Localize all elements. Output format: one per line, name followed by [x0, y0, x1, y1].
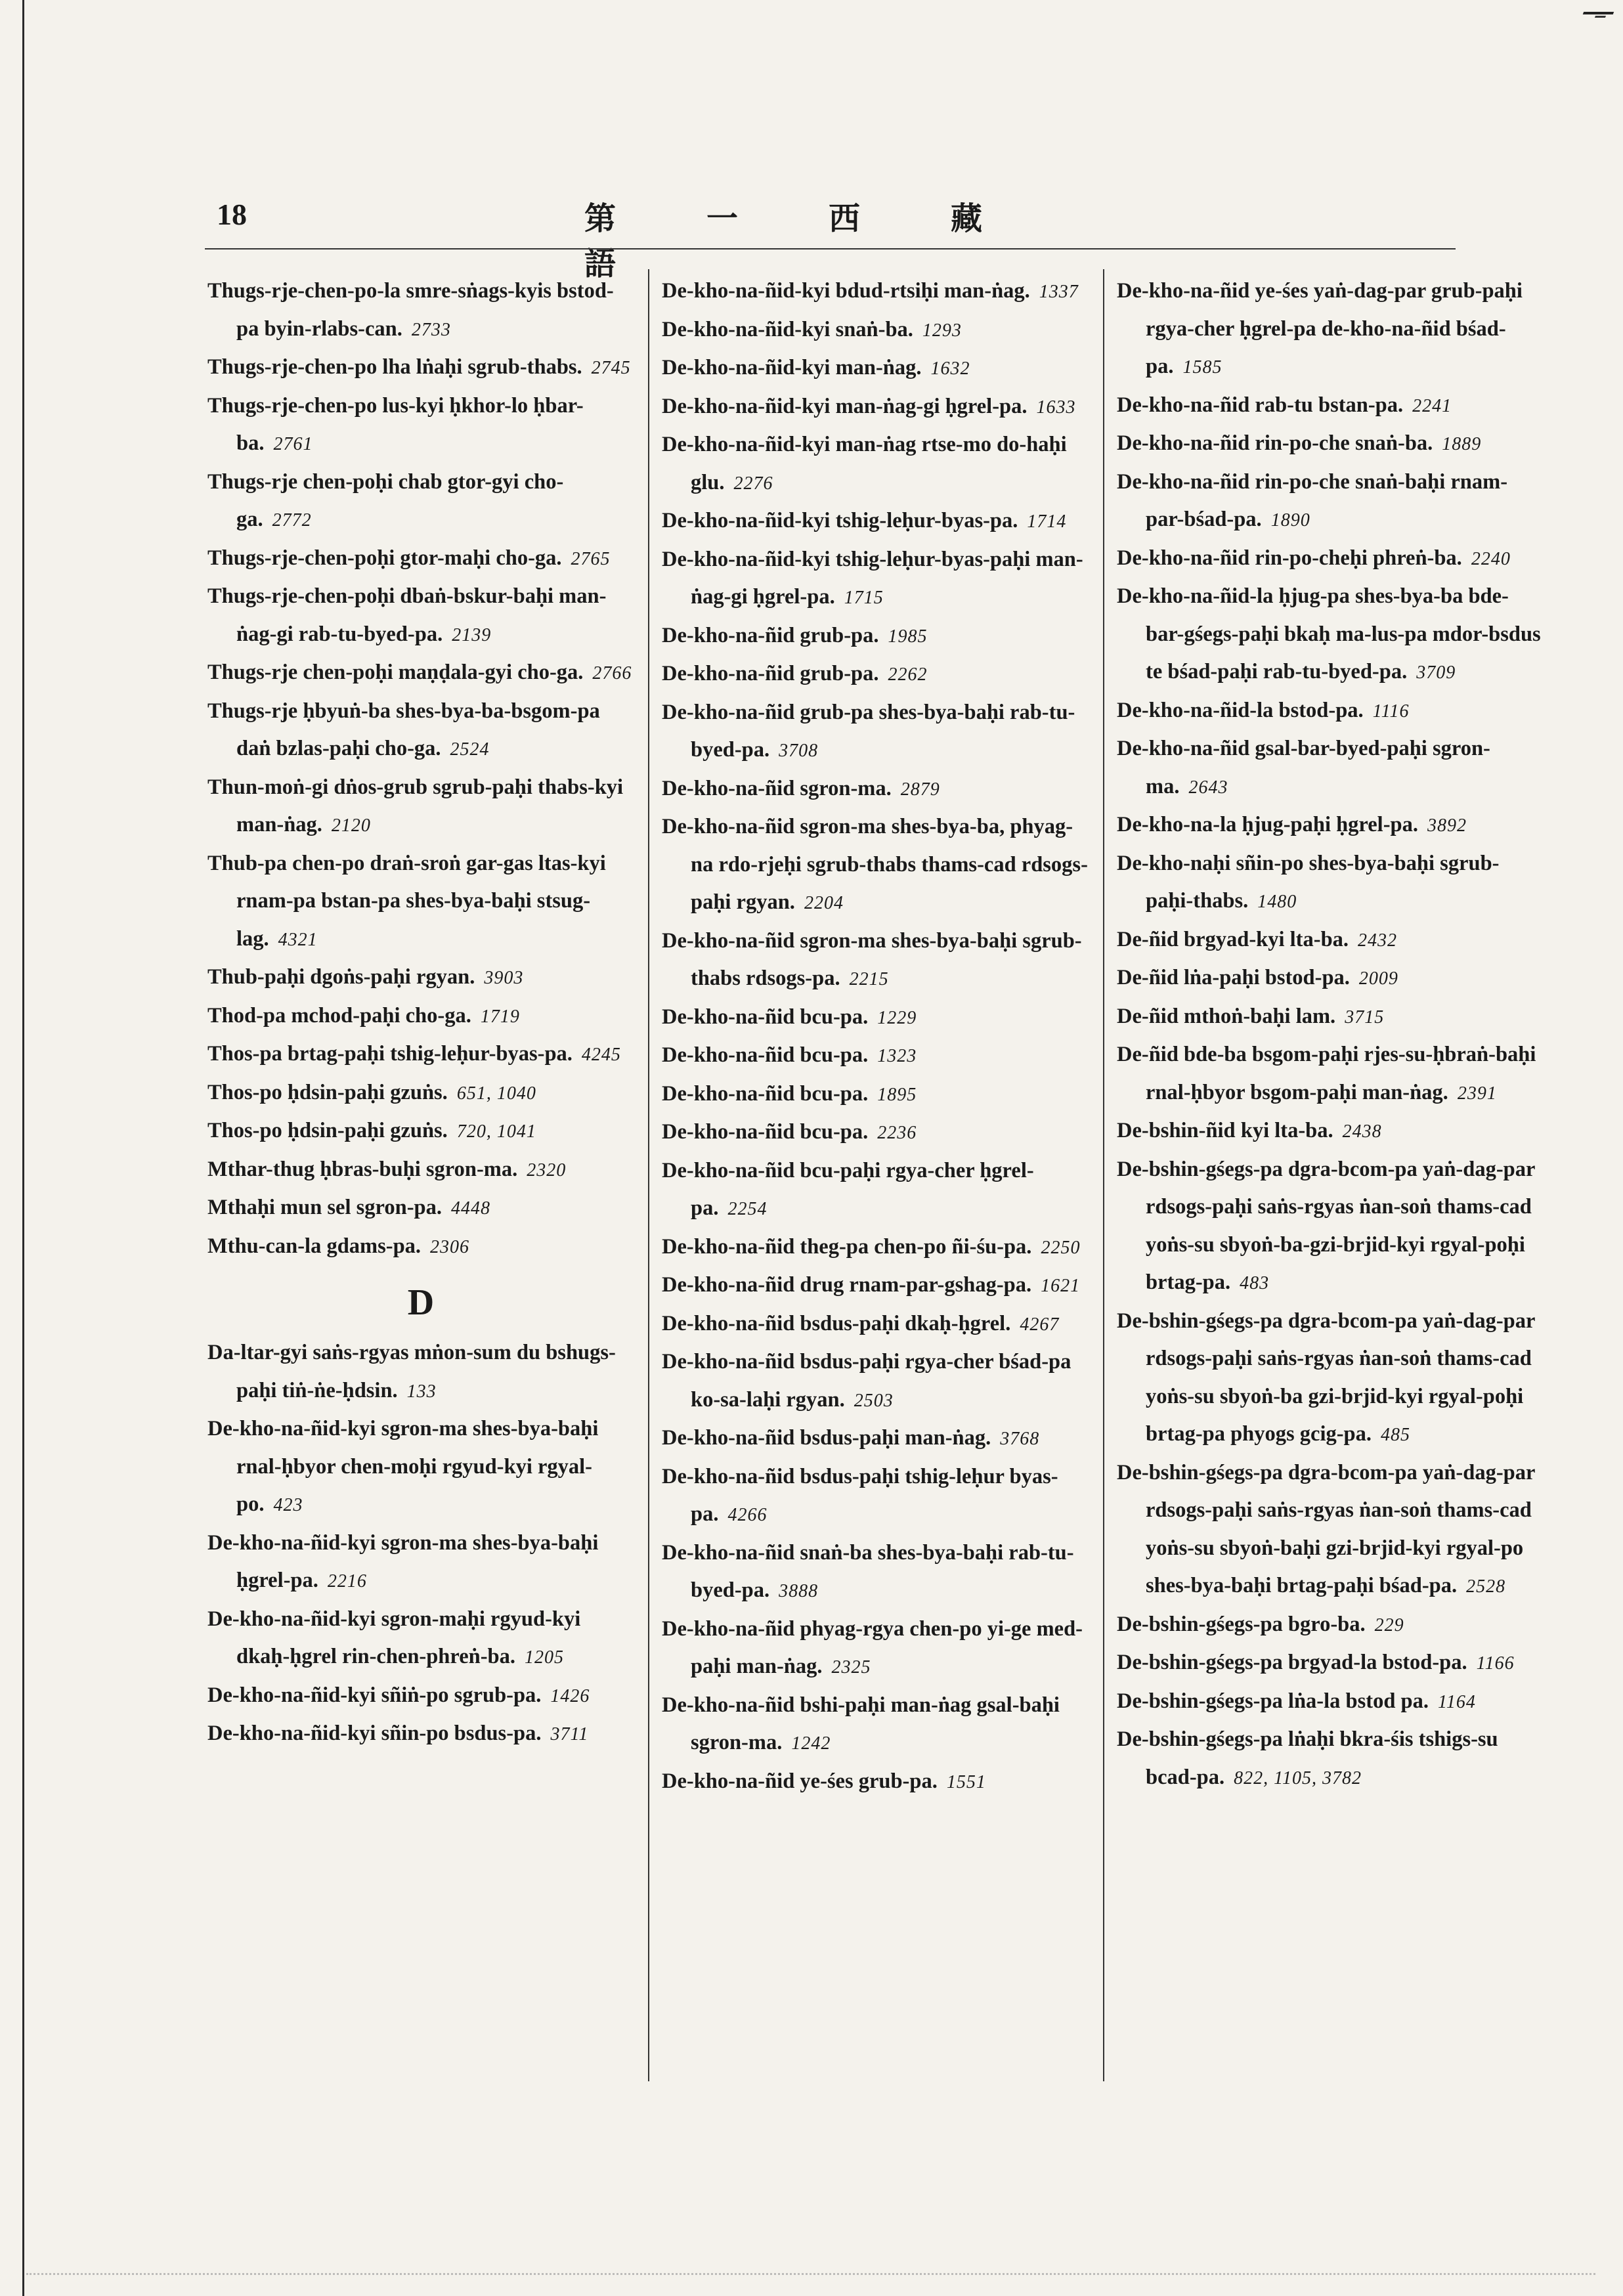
index-entry	[207, 1334, 634, 1410]
entry-catalog-number: 3888	[779, 1581, 819, 1601]
index-entry	[662, 1152, 1089, 1228]
entry-title: De-kho-na-ñid theg-pa chen-po ñi-śu-pa.	[662, 1234, 1032, 1259]
index-entry	[207, 1074, 634, 1113]
index-entry	[1117, 730, 1544, 806]
entry-catalog-number: 2120	[331, 815, 371, 836]
column-divider	[648, 269, 649, 2081]
index-entry	[662, 1037, 1089, 1075]
entry-catalog-number: 133	[406, 1381, 437, 1402]
index-entry	[1117, 1454, 1544, 1606]
entry-title: De-kho-na-ñid sgron-ma.	[662, 776, 892, 800]
title-char: 西	[829, 200, 861, 237]
index-entry	[207, 845, 634, 959]
entry-title: Thugs-rje chen-poḥi maṇḍala-gyi cho-ga.	[207, 661, 584, 684]
index-entry	[1117, 272, 1544, 387]
index-entry	[1117, 1644, 1544, 1683]
index-entry	[207, 1189, 634, 1228]
entry-catalog-number: 3892	[1427, 815, 1467, 836]
entry-catalog-number: 2765	[571, 548, 611, 569]
entry-catalog-number: 423	[273, 1495, 303, 1515]
entry-title: De-bshin-ñid kyi lta-ba.	[1117, 1119, 1333, 1142]
index-entry	[207, 1112, 634, 1151]
entry-title: De-kho-na-ñid bcu-pa.	[662, 1005, 869, 1029]
entry-title: De-kho-na-ñid rin-po-cheḥi phreṅ-ba.	[1117, 546, 1462, 570]
entry-catalog-number: 1480	[1257, 892, 1297, 912]
entry-title: Thub-paḥi dgoṅs-paḥi rgyan.	[207, 965, 475, 989]
bottom-edge	[26, 2273, 1595, 2275]
entry-catalog-number: 3711	[550, 1724, 589, 1744]
index-entry	[207, 1410, 634, 1525]
entry-catalog-number: 485	[1381, 1425, 1410, 1445]
entry-title: De-kho-na-ñid phyag-rgya chen-po yi-ge med-paḥi man-ṅag.	[662, 1616, 1083, 1678]
entry-catalog-number: 1242	[791, 1733, 831, 1754]
running-title	[584, 193, 1175, 284]
entry-title: De-kho-na-ñid bcu-pa.	[662, 1120, 869, 1144]
entry-catalog-number: 2276	[733, 473, 773, 494]
entry-catalog-number: 1889	[1442, 434, 1482, 454]
index-entry	[1117, 692, 1544, 731]
entry-title: De-kho-na-ñid rin-po-che snaṅ-baḥi rnam-par-bśad-pa.	[1117, 469, 1508, 531]
entry-catalog-number: 1426	[550, 1685, 590, 1706]
entry-catalog-number: 2772	[272, 510, 312, 531]
title-char: 藏	[951, 200, 983, 237]
entry-title: De-bshin-gśegs-pa brgyad-la bstod-pa.	[1117, 1651, 1467, 1674]
index-entry	[662, 1343, 1089, 1419]
entry-title: Mthu-can-la gdams-pa.	[207, 1234, 422, 1258]
index-entry	[662, 1075, 1089, 1114]
index-entry	[662, 388, 1089, 427]
index-entry	[662, 922, 1089, 999]
entry-title: Thos-pa brtag-paḥi tshig-leḥur-byas-pa.	[207, 1042, 573, 1066]
header-rule	[205, 248, 1456, 249]
entry-title: Thugs-rje-chen-poḥi dbaṅ-bskur-baḥi man-ṅag-gi rab-tu-byed-pa.	[207, 584, 607, 646]
entry-catalog-number: 3715	[1345, 1007, 1385, 1028]
index-entry	[207, 1151, 634, 1190]
index-entry	[1117, 998, 1544, 1037]
entry-title: De-kho-na-ñid rab-tu bstan-pa.	[1117, 393, 1404, 417]
entry-catalog-number: 2766	[592, 663, 632, 683]
entry-title: De-kho-na-ñid bcu-pa.	[662, 1081, 869, 1106]
entry-title: Thugs-rje-chen-po lus-kyi ḥkhor-lo ḥbar-ba.	[207, 393, 584, 455]
entry-catalog-number: 483	[1240, 1273, 1270, 1293]
entry-title: De-kho-na-ñid bcu-pa.	[662, 1043, 869, 1067]
index-entry	[207, 654, 634, 693]
entry-catalog-number: 229	[1374, 1614, 1404, 1635]
entry-catalog-number: 2139	[452, 624, 492, 645]
index-entry	[207, 1677, 634, 1716]
entry-title: De-bshin-gśegs-pa dgra-bcom-pa yaṅ-dag-par rdsogs-paḥi saṅs-rgyas ṅan-soṅ thams-cad yoṅs-su sbyoṅ-ba-gzi-brjid-kyi rgyal-poḥi brtag-pa.	[1117, 1157, 1535, 1294]
index-entry	[207, 769, 634, 845]
index-entry	[662, 1687, 1089, 1763]
entry-title: De-kho-na-ñid-kyi tshig-leḥur-byas-paḥi man-ṅag-gi ḥgrel-pa.	[662, 547, 1083, 609]
index-entry	[207, 1715, 634, 1754]
entry-catalog-number: 2254	[727, 1199, 768, 1219]
corner-mark	[1581, 12, 1614, 20]
index-entry	[662, 770, 1089, 809]
entry-catalog-number: 1166	[1476, 1653, 1515, 1674]
entry-catalog-number: 2325	[831, 1657, 871, 1678]
entry-catalog-number: 1337	[1039, 282, 1079, 302]
entry-title: De-kho-na-ñid bshi-paḥi man-ṅag gsal-baḥi sgron-ma.	[662, 1693, 1060, 1754]
entry-title: Mthar-thug ḥbras-buḥi sgron-ma.	[207, 1157, 518, 1181]
index-entry	[1117, 1036, 1544, 1112]
entry-title: De-ñid lṅa-paḥi bstod-pa.	[1117, 966, 1350, 989]
index-entry	[207, 1525, 634, 1601]
entry-title: De-kho-na-ñid bcu-paḥi rgya-cher ḥgrel-pa.	[662, 1158, 1034, 1220]
index-entry	[1117, 425, 1544, 464]
entry-title: De-ñid brgyad-kyi lta-ba.	[1117, 927, 1349, 951]
entry-title: De-kho-na-ñid ye-śes yaṅ-dag-par grub-paḥi rgya-cher ḥgrel-pa de-kho-na-ñid bśad-pa.	[1117, 279, 1523, 378]
index-entry	[1117, 1721, 1544, 1797]
entry-title: De-kho-na-ñid ye-śes grub-pa.	[662, 1769, 938, 1793]
index-entry	[662, 1611, 1089, 1687]
index-entry	[207, 997, 634, 1036]
index-entry	[662, 999, 1089, 1037]
entry-catalog-number: 1715	[844, 588, 884, 608]
index-entry	[207, 272, 634, 349]
entry-title: De-kho-na-ñid-kyi bdud-rtsiḥi man-ṅag.	[662, 279, 1030, 303]
entry-title: De-kho-na-ñid rin-po-che snaṅ-ba.	[1117, 431, 1433, 455]
entry-title: De-bshin-gśegs-pa lṅaḥi bkra-śis tshigs-su bcad-pa.	[1117, 1727, 1498, 1789]
entry-title: De-kho-na-ñid grub-pa.	[662, 662, 879, 685]
entry-catalog-number: 720, 1041	[456, 1121, 536, 1142]
entry-title: De-kho-na-ñid drug rnam-par-gshag-pa.	[662, 1273, 1032, 1297]
index-column-3	[1117, 272, 1544, 1797]
entry-title: De-kho-na-la ḥjug-paḥi ḥgrel-pa.	[1117, 813, 1418, 836]
entry-catalog-number: 2524	[450, 739, 490, 760]
index-entry	[207, 959, 634, 997]
entry-catalog-number: 2306	[430, 1236, 470, 1257]
entry-title: De-kho-na-ñid-kyi man-ṅag.	[662, 356, 922, 379]
index-entry	[1117, 1112, 1544, 1151]
entry-catalog-number: 1714	[1027, 511, 1067, 532]
entry-title: De-bshin-gśegs-pa bgro-ba.	[1117, 1612, 1366, 1636]
entry-title: De-kho-na-ñid-kyi man-ṅag-gi ḥgrel-pa.	[662, 394, 1028, 418]
section-letter: D	[407, 1282, 435, 1323]
index-entry	[662, 1419, 1089, 1458]
entry-title: De-kho-na-ñid bsdus-paḥi rgya-cher bśad-pa ko-sa-laḥi rgyan.	[662, 1350, 1071, 1412]
entry-title: De-kho-na-ñid-kyi tshig-leḥur-byas-pa.	[662, 509, 1018, 532]
entry-title: Thugs-rje-chen-poḥi gtor-maḥi cho-ga.	[207, 546, 562, 570]
entry-catalog-number: 2643	[1188, 777, 1228, 798]
title-char: 一	[706, 200, 739, 237]
entry-title: Thun-moṅ-gi dṅos-grub sgrub-paḥi thabs-kyi man-ṅag.	[207, 775, 624, 836]
page-margin-rule	[22, 0, 24, 2296]
index-entry	[1117, 464, 1544, 540]
index-entry	[662, 1305, 1089, 1344]
entry-catalog-number: 2320	[527, 1159, 567, 1180]
entry-title: Da-ltar-gyi saṅs-rgyas mṅon-sum du bshugs-paḥi tiṅ-ṅe-ḥdsin.	[207, 1341, 616, 1402]
entry-title: De-bshin-gśegs-pa dgra-bcom-pa yaṅ-dag-par rdsogs-paḥi saṅs-rgyas ṅan-soṅ thams-cad yoṅs-su sbyoṅ-ba gzi-brjid-kyi rgyal-poḥi brtag-pa phyogs gcig-pa.	[1117, 1309, 1535, 1446]
entry-catalog-number: 4266	[727, 1505, 768, 1525]
entry-title: De-kho-na-ñid-kyi sgron-ma shes-bya-baḥi rnal-ḥbyor chen-moḥi rgyud-kyi rgyal-po.	[207, 1417, 599, 1516]
entry-title: De-kho-na-ñid bsdus-paḥi tshig-leḥur byas-pa.	[662, 1464, 1058, 1526]
entry-catalog-number: 1633	[1036, 397, 1076, 418]
index-entry	[662, 426, 1089, 502]
entry-catalog-number: 4245	[581, 1045, 621, 1065]
entry-title: De-bshin-gśegs-pa dgra-bcom-pa yaṅ-dag-par rdsogs-paḥi saṅs-rgyas ṅan-soṅ thams-cad yoṅs-su sbyoṅ-baḥi gzi-brjid-kyi rgyal-po shes-bya-baḥi brtag-paḥi bśad-pa.	[1117, 1460, 1535, 1597]
entry-catalog-number: 2745	[591, 358, 631, 378]
index-entry	[1117, 1606, 1544, 1645]
title-char: 第	[584, 200, 617, 237]
entry-title: De-ñid bde-ba bsgom-paḥi rjes-su-ḥbraṅ-baḥi rnal-ḥbyor bsgom-paḥi man-ṅag.	[1117, 1043, 1536, 1104]
entry-title: De-kho-naḥi sñin-po shes-bya-baḥi sgrub-paḥi-thabs.	[1117, 851, 1500, 913]
entry-catalog-number: 3708	[779, 741, 819, 761]
entry-catalog-number: 2215	[849, 969, 889, 989]
entry-title: Mthaḥi mun sel sgron-pa.	[207, 1196, 442, 1219]
index-entry	[662, 1763, 1089, 1802]
index-entry	[1117, 921, 1544, 960]
entry-catalog-number: 3768	[1000, 1429, 1040, 1449]
index-entry	[207, 387, 634, 464]
entry-catalog-number: 2216	[327, 1571, 367, 1592]
entry-catalog-number: 2528	[1466, 1576, 1506, 1597]
index-entry	[207, 349, 634, 387]
index-entry	[662, 1228, 1089, 1267]
page-number: 18	[217, 198, 247, 231]
entry-title: Thod-pa mchod-paḥi cho-ga.	[207, 1003, 471, 1028]
entry-catalog-number: 1293	[922, 320, 962, 341]
entry-catalog-number: 1719	[480, 1006, 520, 1027]
index-column-1	[207, 272, 634, 1754]
index-entry	[1117, 1683, 1544, 1722]
entry-catalog-number: 2432	[1358, 930, 1398, 951]
entry-title: De-kho-na-ñid sgron-ma shes-bya-baḥi sgrub-thabs rdsogs-pa.	[662, 928, 1082, 990]
entry-catalog-number: 2250	[1041, 1237, 1081, 1258]
entry-title: De-kho-na-ñid-kyi man-ṅag rtse-mo do-haḥi glu.	[662, 433, 1067, 494]
entry-catalog-number: 2236	[877, 1123, 917, 1143]
entry-title: De-kho-na-ñid-kyi sñin-po bsdus-pa.	[207, 1722, 542, 1745]
entry-catalog-number: 2262	[888, 664, 928, 685]
entry-title: De-kho-na-ñid-kyi snaṅ-ba.	[662, 317, 913, 341]
entry-catalog-number: 4321	[278, 929, 318, 950]
entry-catalog-number: 1229	[877, 1007, 917, 1028]
entry-catalog-number: 2240	[1471, 548, 1511, 569]
entry-catalog-number: 1890	[1270, 510, 1310, 531]
entry-catalog-number: 1116	[1372, 701, 1410, 722]
title-char: 語	[584, 246, 617, 282]
entry-catalog-number: 1621	[1041, 1276, 1081, 1296]
entry-catalog-number: 2879	[900, 779, 940, 800]
entry-catalog-number: 3903	[484, 968, 524, 988]
index-entry	[1117, 806, 1544, 845]
index-entry	[1117, 845, 1544, 921]
entry-title: De-ñid mthoṅ-baḥi lam.	[1117, 1004, 1336, 1028]
index-entry	[662, 694, 1089, 770]
entry-title: De-kho-na-ñid grub-pa.	[662, 623, 879, 647]
index-entry	[207, 1035, 634, 1074]
entry-catalog-number: 1985	[888, 626, 928, 647]
index-entry	[1117, 540, 1544, 578]
entry-catalog-number: 1585	[1182, 357, 1223, 378]
index-entry	[1117, 578, 1544, 692]
entry-catalog-number: 4448	[450, 1198, 490, 1219]
index-entry	[207, 464, 634, 540]
entry-catalog-number: 2761	[273, 434, 313, 454]
entry-catalog-number: 2009	[1358, 968, 1398, 989]
entry-catalog-number: 1323	[877, 1046, 917, 1066]
index-entry	[1117, 959, 1544, 998]
entry-title: De-kho-na-ñid-kyi sgron-ma shes-bya-baḥi ḥgrel-pa.	[207, 1530, 599, 1592]
entry-title: De-bshin-gśegs-pa lṅa-la bstod pa.	[1117, 1689, 1429, 1713]
entry-catalog-number: 2733	[411, 319, 451, 340]
index-entry	[662, 272, 1089, 311]
index-entry	[207, 540, 634, 578]
page-header	[217, 197, 1448, 282]
entry-title: De-kho-na-ñid-kyi sgron-maḥi rgyud-kyi dkaḥ-ḥgrel rin-chen-phreṅ-ba.	[207, 1607, 581, 1668]
index-entry	[207, 578, 634, 654]
entry-title: Thos-po ḥdsin-paḥi gzuṅs.	[207, 1080, 448, 1104]
entry-title: De-kho-na-ñid bsdus-paḥi man-ṅag.	[662, 1426, 991, 1450]
column-divider	[1103, 269, 1104, 2081]
entry-title: Thos-po ḥdsin-paḥi gzuṅs.	[207, 1119, 448, 1142]
index-entry	[207, 1228, 634, 1267]
entry-title: De-kho-na-ñid-la ḥjug-pa shes-bya-ba bde-bar-gśegs-paḥi bkaḥ ma-lus-pa mdor-bsdus te bśad-paḥi rab-tu-byed-pa.	[1117, 584, 1541, 683]
index-entry	[662, 502, 1089, 541]
index-entry	[662, 655, 1089, 694]
entry-catalog-number: 1205	[524, 1647, 564, 1668]
entry-title: De-kho-na-ñid bsdus-paḥi dkaḥ-ḥgrel.	[662, 1311, 1011, 1335]
entry-catalog-number: 4267	[1020, 1314, 1060, 1335]
entry-catalog-number: 822, 1105, 3782	[1234, 1767, 1362, 1788]
entry-catalog-number: 1551	[946, 1771, 986, 1792]
entry-title: De-kho-na-ñid-la bstod-pa.	[1117, 698, 1364, 722]
index-entry	[662, 617, 1089, 656]
index-entry	[662, 1534, 1089, 1611]
entry-catalog-number: 2438	[1342, 1121, 1382, 1142]
index-entry	[662, 349, 1089, 388]
entry-catalog-number: 651, 1040	[456, 1083, 536, 1104]
entry-title: Thugs-rje-chen-po-la smre-sṅags-kyis bstod-pa byin-rlabs-can.	[207, 279, 614, 341]
index-entry	[1117, 387, 1544, 425]
entry-catalog-number: 1632	[930, 358, 970, 379]
entry-catalog-number: 3709	[1416, 662, 1456, 683]
entry-catalog-number: 2503	[854, 1390, 894, 1411]
index-entry	[1117, 1303, 1544, 1454]
index-entry	[662, 1458, 1089, 1534]
index-entry	[662, 1267, 1089, 1305]
index-entry	[662, 808, 1089, 922]
index-entry	[207, 1601, 634, 1677]
entry-catalog-number: 2391	[1457, 1083, 1497, 1104]
index-entry	[1117, 1151, 1544, 1303]
entry-title: De-kho-na-ñid grub-pa shes-bya-baḥi rab-tu-byed-pa.	[662, 700, 1075, 762]
entry-title: De-kho-na-ñid-kyi sñiṅ-po sgrub-pa.	[207, 1683, 542, 1707]
entry-title: Thugs-rje ḥbyuṅ-ba shes-bya-ba-bsgom-pa daṅ bzlas-paḥi cho-ga.	[207, 699, 600, 760]
entry-catalog-number: 1895	[877, 1084, 917, 1105]
entry-title: De-kho-na-ñid gsal-bar-byed-paḥi sgron-ma.	[1117, 737, 1490, 798]
index-entry	[662, 311, 1089, 350]
entry-catalog-number: 1164	[1437, 1691, 1476, 1712]
entry-title: Thugs-rje chen-poḥi chab gtor-gyi cho-ga.	[207, 469, 564, 531]
entry-catalog-number: 2241	[1412, 395, 1452, 416]
entry-title: Thugs-rje-chen-po lha lṅaḥi sgrub-thabs.	[207, 355, 582, 379]
entry-catalog-number: 2204	[804, 893, 844, 913]
index-entry	[662, 1114, 1089, 1152]
index-column-2	[662, 272, 1089, 1801]
index-entry	[662, 541, 1089, 617]
entry-title: De-kho-na-ñid sgron-ma shes-bya-ba, phyag-na rdo-rjeḥi sgrub-thabs thams-cad rdsogs-paḥi rgyan.	[662, 815, 1088, 914]
index-entry	[207, 693, 634, 769]
entry-title: Thub-pa chen-po draṅ-sroṅ gar-gas ltas-kyi rnam-pa bstan-pa shes-bya-baḥi stsug-lag.	[207, 851, 606, 951]
entry-title: De-kho-na-ñid snaṅ-ba shes-bya-baḥi rab-tu-byed-pa.	[662, 1540, 1074, 1602]
